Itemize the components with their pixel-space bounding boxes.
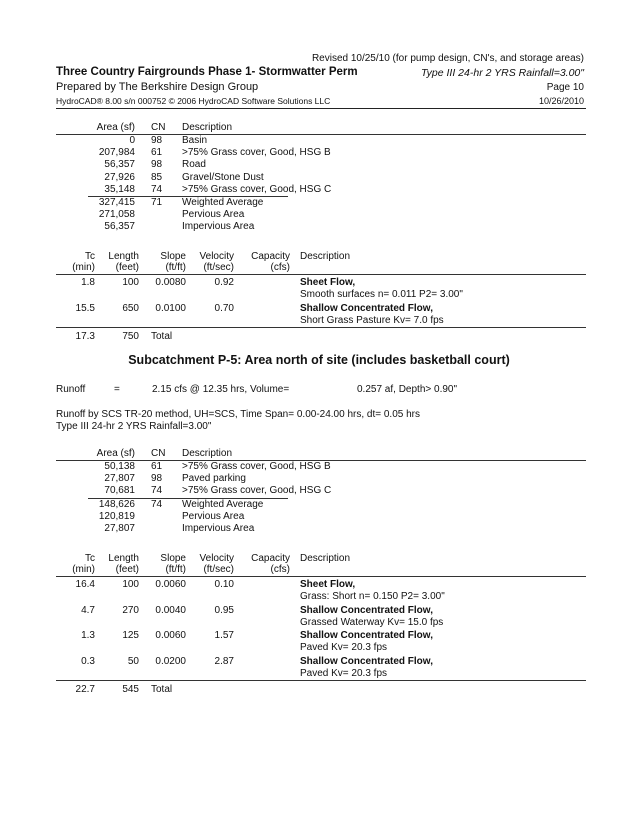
area-description: >75% Grass cover, Good, HSG C — [182, 183, 332, 195]
capacity-header: Capacity — [251, 553, 290, 564]
capacity-unit: (cfs) — [270, 564, 290, 575]
subcatchment-title: Subcatchment P-5: Area north of site (includes basketball court) — [128, 353, 510, 367]
flow-type: Sheet Flow, — [300, 579, 356, 590]
area-header-rule — [56, 134, 586, 135]
cn-header: CN — [151, 122, 166, 133]
area-total: 327,415 — [98, 197, 135, 208]
tc-header-rule — [56, 576, 586, 577]
slope-unit: (ft/ft) — [165, 564, 186, 575]
tc-header-rule — [56, 274, 586, 275]
tc-total: 17.3 — [75, 331, 95, 342]
method-line-2: Type III 24-hr 2 YRS Rainfall=3.00" — [56, 421, 212, 432]
runoff-label: Runoff — [56, 384, 86, 395]
report-date: 10/26/2010 — [538, 96, 584, 106]
tc-unit: (min) — [72, 262, 95, 273]
area-total-description: Impervious Area — [182, 221, 255, 233]
description-header: Description — [182, 448, 233, 459]
length-unit: (feet) — [115, 262, 139, 273]
tc-value: 16.4 — [75, 579, 95, 590]
runoff-equals: = — [114, 384, 120, 395]
velocity-value: 2.87 — [214, 655, 234, 667]
tc-total: 22.7 — [75, 684, 95, 695]
area-value: 70,681 — [104, 485, 135, 497]
area-total-description: Pervious Area — [182, 510, 245, 522]
length-unit: (feet) — [115, 564, 139, 575]
area-description: Basin — [182, 135, 208, 146]
velocity-value: 0.70 — [214, 302, 234, 314]
page-number: Page 10 — [546, 82, 584, 93]
tc-description-header: Description — [300, 553, 351, 564]
length-total: 545 — [122, 684, 139, 695]
length-value: 125 — [122, 630, 139, 641]
method-line-1: Runoff by SCS TR-20 method, UH=SCS, Time Span= 0.00-24.00 hrs, dt= 0.05 hrs — [56, 409, 420, 420]
slope-header: Slope — [160, 553, 186, 564]
area-total-description: Weighted Average — [182, 197, 264, 208]
velocity-value: 0.95 — [214, 604, 234, 616]
area-description: Road — [182, 159, 206, 171]
cn-header: CN — [151, 448, 166, 459]
velocity-value: 0.92 — [214, 277, 234, 288]
area-total: 27,807 — [104, 523, 135, 534]
flow-detail: Paved Kv= 20.3 fps — [300, 642, 388, 653]
area-value: 27,807 — [104, 473, 135, 485]
area-total: 271,058 — [98, 209, 135, 221]
velocity-value: 1.57 — [214, 630, 234, 641]
cn-total: 74 — [151, 498, 163, 510]
software-credit: HydroCAD® 8.00 s/n 000752 © 2006 HydroCAD Software Solutions LLC — [56, 96, 331, 106]
runoff-value: 2.15 cfs @ 12.35 hrs, Volume= — [152, 384, 290, 395]
tc-description-header: Description — [300, 251, 351, 262]
area-description: >75% Grass cover, Good, HSG B — [182, 461, 331, 472]
length-total: 750 — [122, 331, 139, 342]
area-description: Gravel/Stone Dust — [182, 171, 264, 183]
slope-value: 0.0060 — [155, 579, 186, 590]
area-total-description: Impervious Area — [182, 523, 255, 534]
length-value: 100 — [122, 579, 139, 590]
area-header: Area (sf) — [96, 448, 135, 459]
area-description: Paved parking — [182, 473, 246, 485]
cn-value: 61 — [151, 147, 163, 159]
area-value: 50,138 — [104, 461, 135, 472]
area-description: >75% Grass cover, Good, HSG B — [182, 147, 331, 159]
tc-value: 15.5 — [75, 302, 95, 314]
capacity-unit: (cfs) — [270, 262, 290, 273]
area-value: 35,148 — [104, 183, 135, 195]
area-description: >75% Grass cover, Good, HSG C — [182, 485, 332, 497]
tc-value: 1.3 — [81, 630, 95, 641]
length-header: Length — [108, 553, 139, 564]
area-header: Area (sf) — [96, 122, 135, 133]
storm-event: Type III 24-hr 2 YRS Rainfall=3.00" — [421, 67, 584, 79]
capacity-header: Capacity — [251, 251, 290, 262]
total-label: Total — [151, 331, 173, 342]
length-value: 650 — [122, 302, 139, 314]
tc-header: Tc — [85, 251, 95, 262]
area-value: 27,926 — [104, 171, 135, 183]
velocity-header: Velocity — [199, 251, 234, 262]
length-value: 50 — [127, 655, 139, 667]
total-label: Total — [151, 684, 173, 695]
area-total: 148,626 — [98, 498, 135, 510]
area-total-description: Pervious Area — [182, 209, 245, 221]
length-value: 100 — [122, 277, 139, 288]
length-header: Length — [108, 251, 139, 262]
flow-type: Shallow Concentrated Flow, — [300, 604, 433, 616]
area-total: 56,357 — [104, 221, 135, 233]
flow-detail: Paved Kv= 20.3 fps — [300, 667, 388, 679]
cn-value: 98 — [151, 473, 163, 485]
slope-header: Slope — [160, 251, 186, 262]
area-total-description: Weighted Average — [182, 498, 264, 510]
area-value: 0 — [129, 135, 135, 146]
cn-value: 74 — [151, 485, 163, 497]
area-value: 56,357 — [104, 159, 135, 171]
cn-value: 98 — [151, 159, 163, 171]
slope-value: 0.0100 — [155, 302, 186, 314]
flow-detail: Grassed Waterway Kv= 15.0 fps — [300, 616, 444, 628]
cn-value: 85 — [151, 171, 163, 183]
velocity-header: Velocity — [199, 553, 234, 564]
length-value: 270 — [122, 604, 139, 616]
flow-type: Shallow Concentrated Flow, — [300, 630, 433, 641]
flow-type: Sheet Flow, — [300, 277, 356, 288]
flow-type: Shallow Concentrated Flow, — [300, 302, 433, 314]
velocity-unit: (ft/sec) — [203, 262, 234, 273]
tc-header: Tc — [85, 553, 95, 564]
slope-value: 0.0040 — [155, 604, 186, 616]
area-value: 207,984 — [98, 147, 135, 159]
tc-total-rule — [56, 327, 586, 328]
cn-value: 98 — [151, 135, 163, 146]
flow-detail: Smooth surfaces n= 0.011 P2= 3.00" — [300, 289, 463, 300]
cn-value: 61 — [151, 461, 163, 472]
description-header: Description — [182, 122, 233, 133]
runoff-volume: 0.257 af, Depth> 0.90" — [357, 384, 458, 395]
revision-note: Revised 10/25/10 (for pump design, CN's, and storage areas) — [311, 53, 584, 64]
cn-total: 71 — [151, 197, 163, 208]
prepared-by: Prepared by The Berkshire Design Group — [56, 81, 259, 93]
tc-value: 0.3 — [81, 655, 95, 667]
velocity-unit: (ft/sec) — [203, 564, 234, 575]
area-total: 120,819 — [98, 510, 135, 522]
slope-value: 0.0200 — [155, 655, 186, 667]
flow-detail: Short Grass Pasture Kv= 7.0 fps — [300, 314, 444, 326]
slope-unit: (ft/ft) — [165, 262, 186, 273]
project-title: Three Country Fairgrounds Phase 1- Stormwatter Perm — [56, 66, 358, 78]
tc-value: 1.8 — [81, 277, 95, 288]
slope-value: 0.0080 — [155, 277, 186, 288]
tc-unit: (min) — [72, 564, 95, 575]
velocity-value: 0.10 — [214, 579, 234, 590]
cn-value: 74 — [151, 183, 163, 195]
flow-type: Shallow Concentrated Flow, — [300, 655, 433, 667]
header-divider — [56, 108, 586, 109]
slope-value: 0.0060 — [155, 630, 186, 641]
tc-value: 4.7 — [81, 604, 95, 616]
flow-detail: Grass: Short n= 0.150 P2= 3.00" — [300, 591, 445, 602]
tc-total-rule — [56, 680, 586, 681]
